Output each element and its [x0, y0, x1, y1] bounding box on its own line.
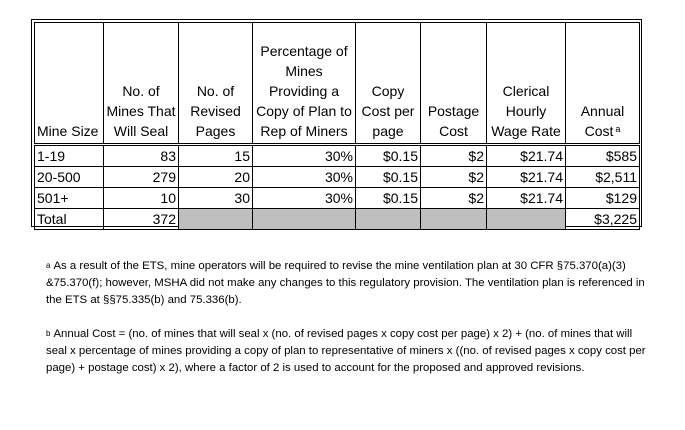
cell-wage: $21.74: [487, 145, 566, 167]
cell-annual-cost: $585: [566, 145, 640, 167]
cell-percentage: 30%: [253, 145, 356, 167]
cell-mine-size: 1-19: [35, 145, 104, 167]
cell-copy-cost: $0.15: [356, 167, 421, 188]
cell-wage: $21.74: [487, 188, 566, 209]
cell-total-annual-cost: $3,225: [566, 209, 640, 230]
cell-annual-cost: $129: [566, 188, 640, 209]
header-revised-pages: No. of Revised Pages: [179, 23, 253, 145]
cell-blank-shaded: [487, 209, 566, 230]
footnote-text: Annual Cost = (no. of mines that will seal x (no. of revised pages x copy cost per page) x 2) + (no. of mines that will seal x percentage of mines providing a copy of plan to representative of miners x ((no. of revised pages x copy cost per page) + postage cost) x 2), where a factor of 2 is used to account for the proposed and approved revisions.: [46, 328, 646, 374]
header-copy-cost: Copy Cost per page: [356, 23, 421, 145]
cell-postage: $2: [421, 188, 487, 209]
header-mines-that-will-seal: No. of Mines That Will Seal: [104, 23, 179, 145]
footnote-mark: b: [46, 329, 51, 338]
cell-mines: 279: [104, 167, 179, 188]
cell-blank-shaded: [421, 209, 487, 230]
cell-mines: 83: [104, 145, 179, 167]
cell-total-label: Total: [35, 209, 104, 230]
total-row: [35, 209, 640, 230]
table-row: [35, 188, 640, 209]
cell-percentage: 30%: [253, 167, 356, 188]
footnote-text: As a result of the ETS, mine operators will be required to revise the mine ventilation plan at 30 CFR §75.370(a)(3) &75.370(f); however, MSHA did not make any changes to this regulatory provision. The ventilation plan is referenced in the ETS at §§75.335(b) and 75.336(b).: [46, 260, 645, 306]
cell-mine-size: 501+: [35, 188, 104, 209]
header-percentage-providing-copy: Percentage of Mines Providing a Copy of Plan to Rep of Miners: [253, 23, 356, 145]
cell-copy-cost: $0.15: [356, 188, 421, 209]
cell-copy-cost: $0.15: [356, 145, 421, 167]
cost-table-frame: [31, 19, 642, 227]
footnote-mark: a: [46, 261, 51, 270]
cell-annual-cost: $2,511: [566, 167, 640, 188]
footnote-b: [46, 326, 646, 377]
header-postage-cost: Postage Cost: [421, 23, 487, 145]
cell-total-mines: 372: [104, 209, 179, 230]
cell-blank-shaded: [356, 209, 421, 230]
cell-blank-shaded: [253, 209, 356, 230]
footnote-marker-a: a: [615, 124, 621, 134]
cell-postage: $2: [421, 167, 487, 188]
header-annual-cost: Annual Cost $^a$: [566, 23, 640, 145]
cell-mine-size: 20-500: [35, 167, 104, 188]
cell-pages: 15: [179, 145, 253, 167]
cell-percentage: 30%: [253, 188, 356, 209]
header-mine-size: Mine Size: [35, 23, 104, 145]
cell-pages: 20: [179, 167, 253, 188]
cell-blank-shaded: [179, 209, 253, 230]
table-row: [35, 145, 640, 167]
footnotes: [46, 258, 646, 377]
cell-postage: $2: [421, 145, 487, 167]
header-wage-rate: Clerical Hourly Wage Rate: [487, 23, 566, 145]
header-row: [35, 23, 640, 145]
footnote-a: [46, 258, 646, 309]
cell-wage: $21.74: [487, 167, 566, 188]
table-row: [35, 167, 640, 188]
annual-cost-table: [34, 22, 640, 230]
cell-pages: 30: [179, 188, 253, 209]
cell-mines: 10: [104, 188, 179, 209]
